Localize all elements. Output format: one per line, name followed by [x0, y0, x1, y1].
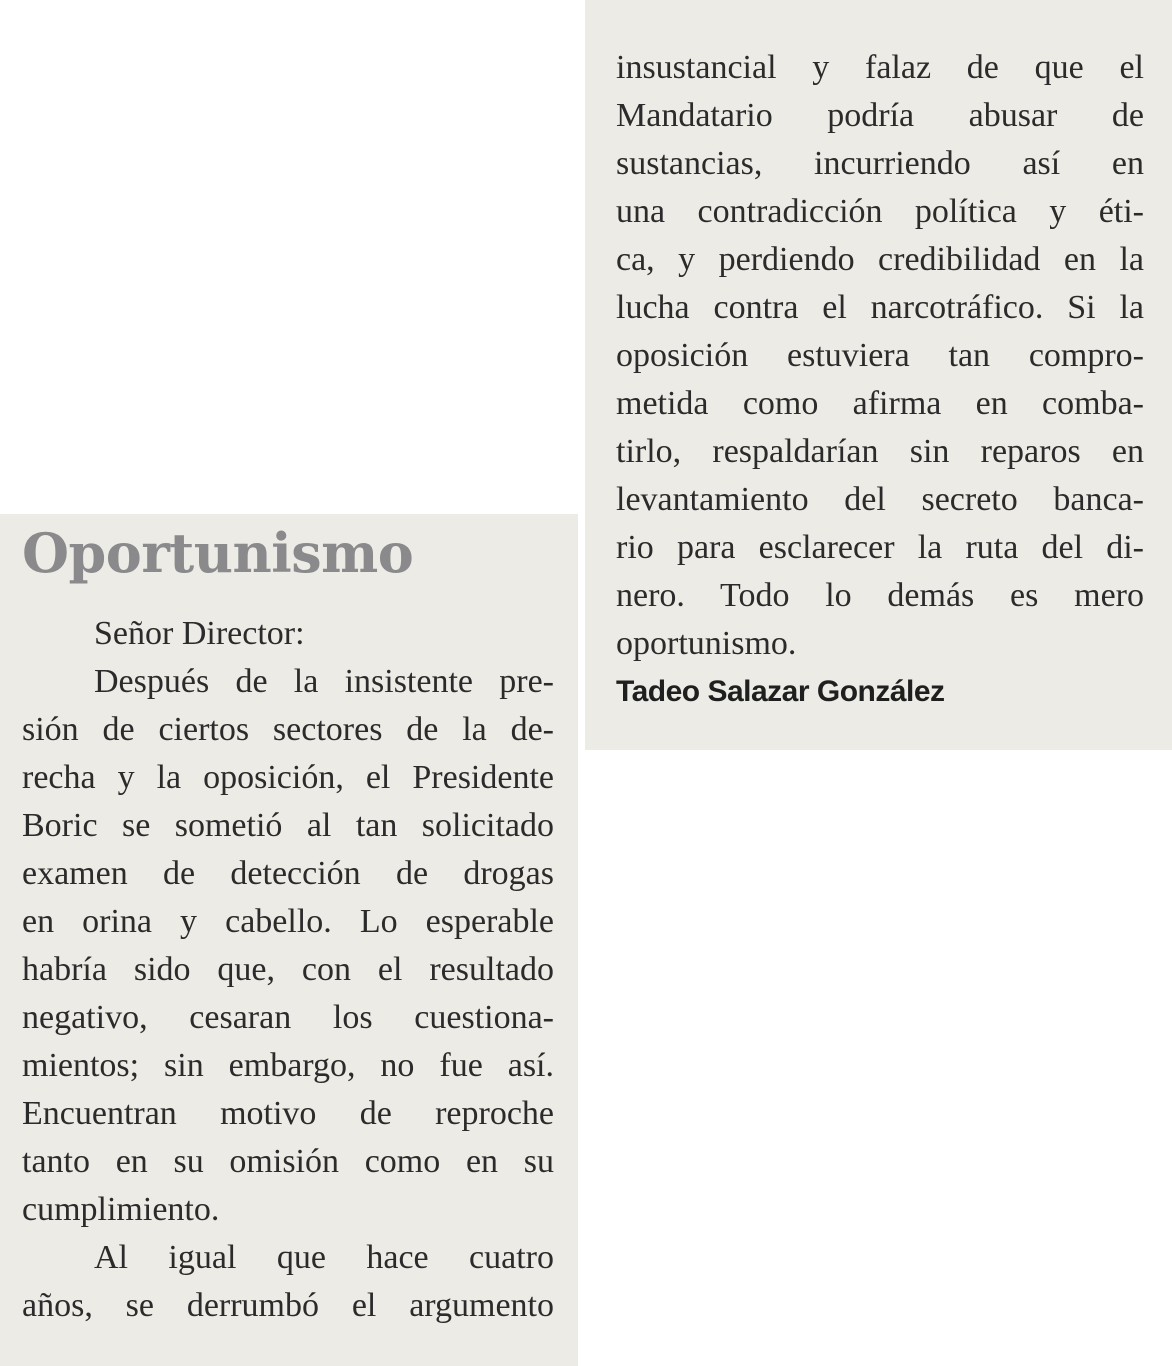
text-line: mientos; sin embargo, no fue así.	[22, 1047, 554, 1084]
letter-headline: Oportunismo	[22, 521, 414, 585]
text-line: lucha contra el narcotráfico. Si la	[616, 289, 1144, 326]
letter-body-right-column	[616, 44, 1144, 668]
text-line: ca, y perdiendo credibilidad en la	[616, 241, 1144, 278]
text-line: Boric se sometió al tan solicitado	[22, 807, 554, 844]
text-line: años, se derrumbó el argumento	[22, 1287, 554, 1324]
text-line: Al igual que hace cuatro	[94, 1239, 554, 1276]
text-line: rio para esclarecer la ruta del di-	[616, 529, 1144, 566]
text-line: habría sido que, con el resultado	[22, 951, 554, 988]
text-line: insustancial y falaz de que el	[616, 49, 1144, 86]
text-line: oposición estuviera tan compro-	[616, 337, 1144, 374]
letter-body-left-column	[22, 610, 554, 1330]
text-line: Encuentran motivo de reproche	[22, 1095, 554, 1132]
text-line: levantamiento del secreto banca-	[616, 481, 1144, 518]
text-line: Señor Director:	[94, 615, 305, 652]
text-line: Después de la insistente pre-	[94, 663, 554, 700]
text-line: una contradicción política y éti-	[616, 193, 1144, 230]
text-line: examen de detección de drogas	[22, 855, 554, 892]
text-line: negativo, cesaran los cuestiona-	[22, 999, 554, 1036]
text-line: sión de ciertos sectores de la de-	[22, 711, 554, 748]
text-line: tanto en su omisión como en su	[22, 1143, 554, 1180]
text-line: Mandatario podría abusar de	[616, 97, 1144, 134]
text-line: en orina y cabello. Lo esperable	[22, 903, 554, 940]
text-line: oportunismo.	[616, 625, 797, 662]
text-line: sustancias, incurriendo así en	[616, 145, 1144, 182]
letter-signature: Tadeo Salazar González	[616, 675, 945, 708]
text-line: metida como afirma en comba-	[616, 385, 1144, 422]
text-line: recha y la oposición, el Presidente	[22, 759, 554, 796]
text-line: cumplimiento.	[22, 1191, 220, 1228]
text-line: nero. Todo lo demás es mero	[616, 577, 1144, 614]
text-line: tirlo, respaldarían sin reparos en	[616, 433, 1144, 470]
